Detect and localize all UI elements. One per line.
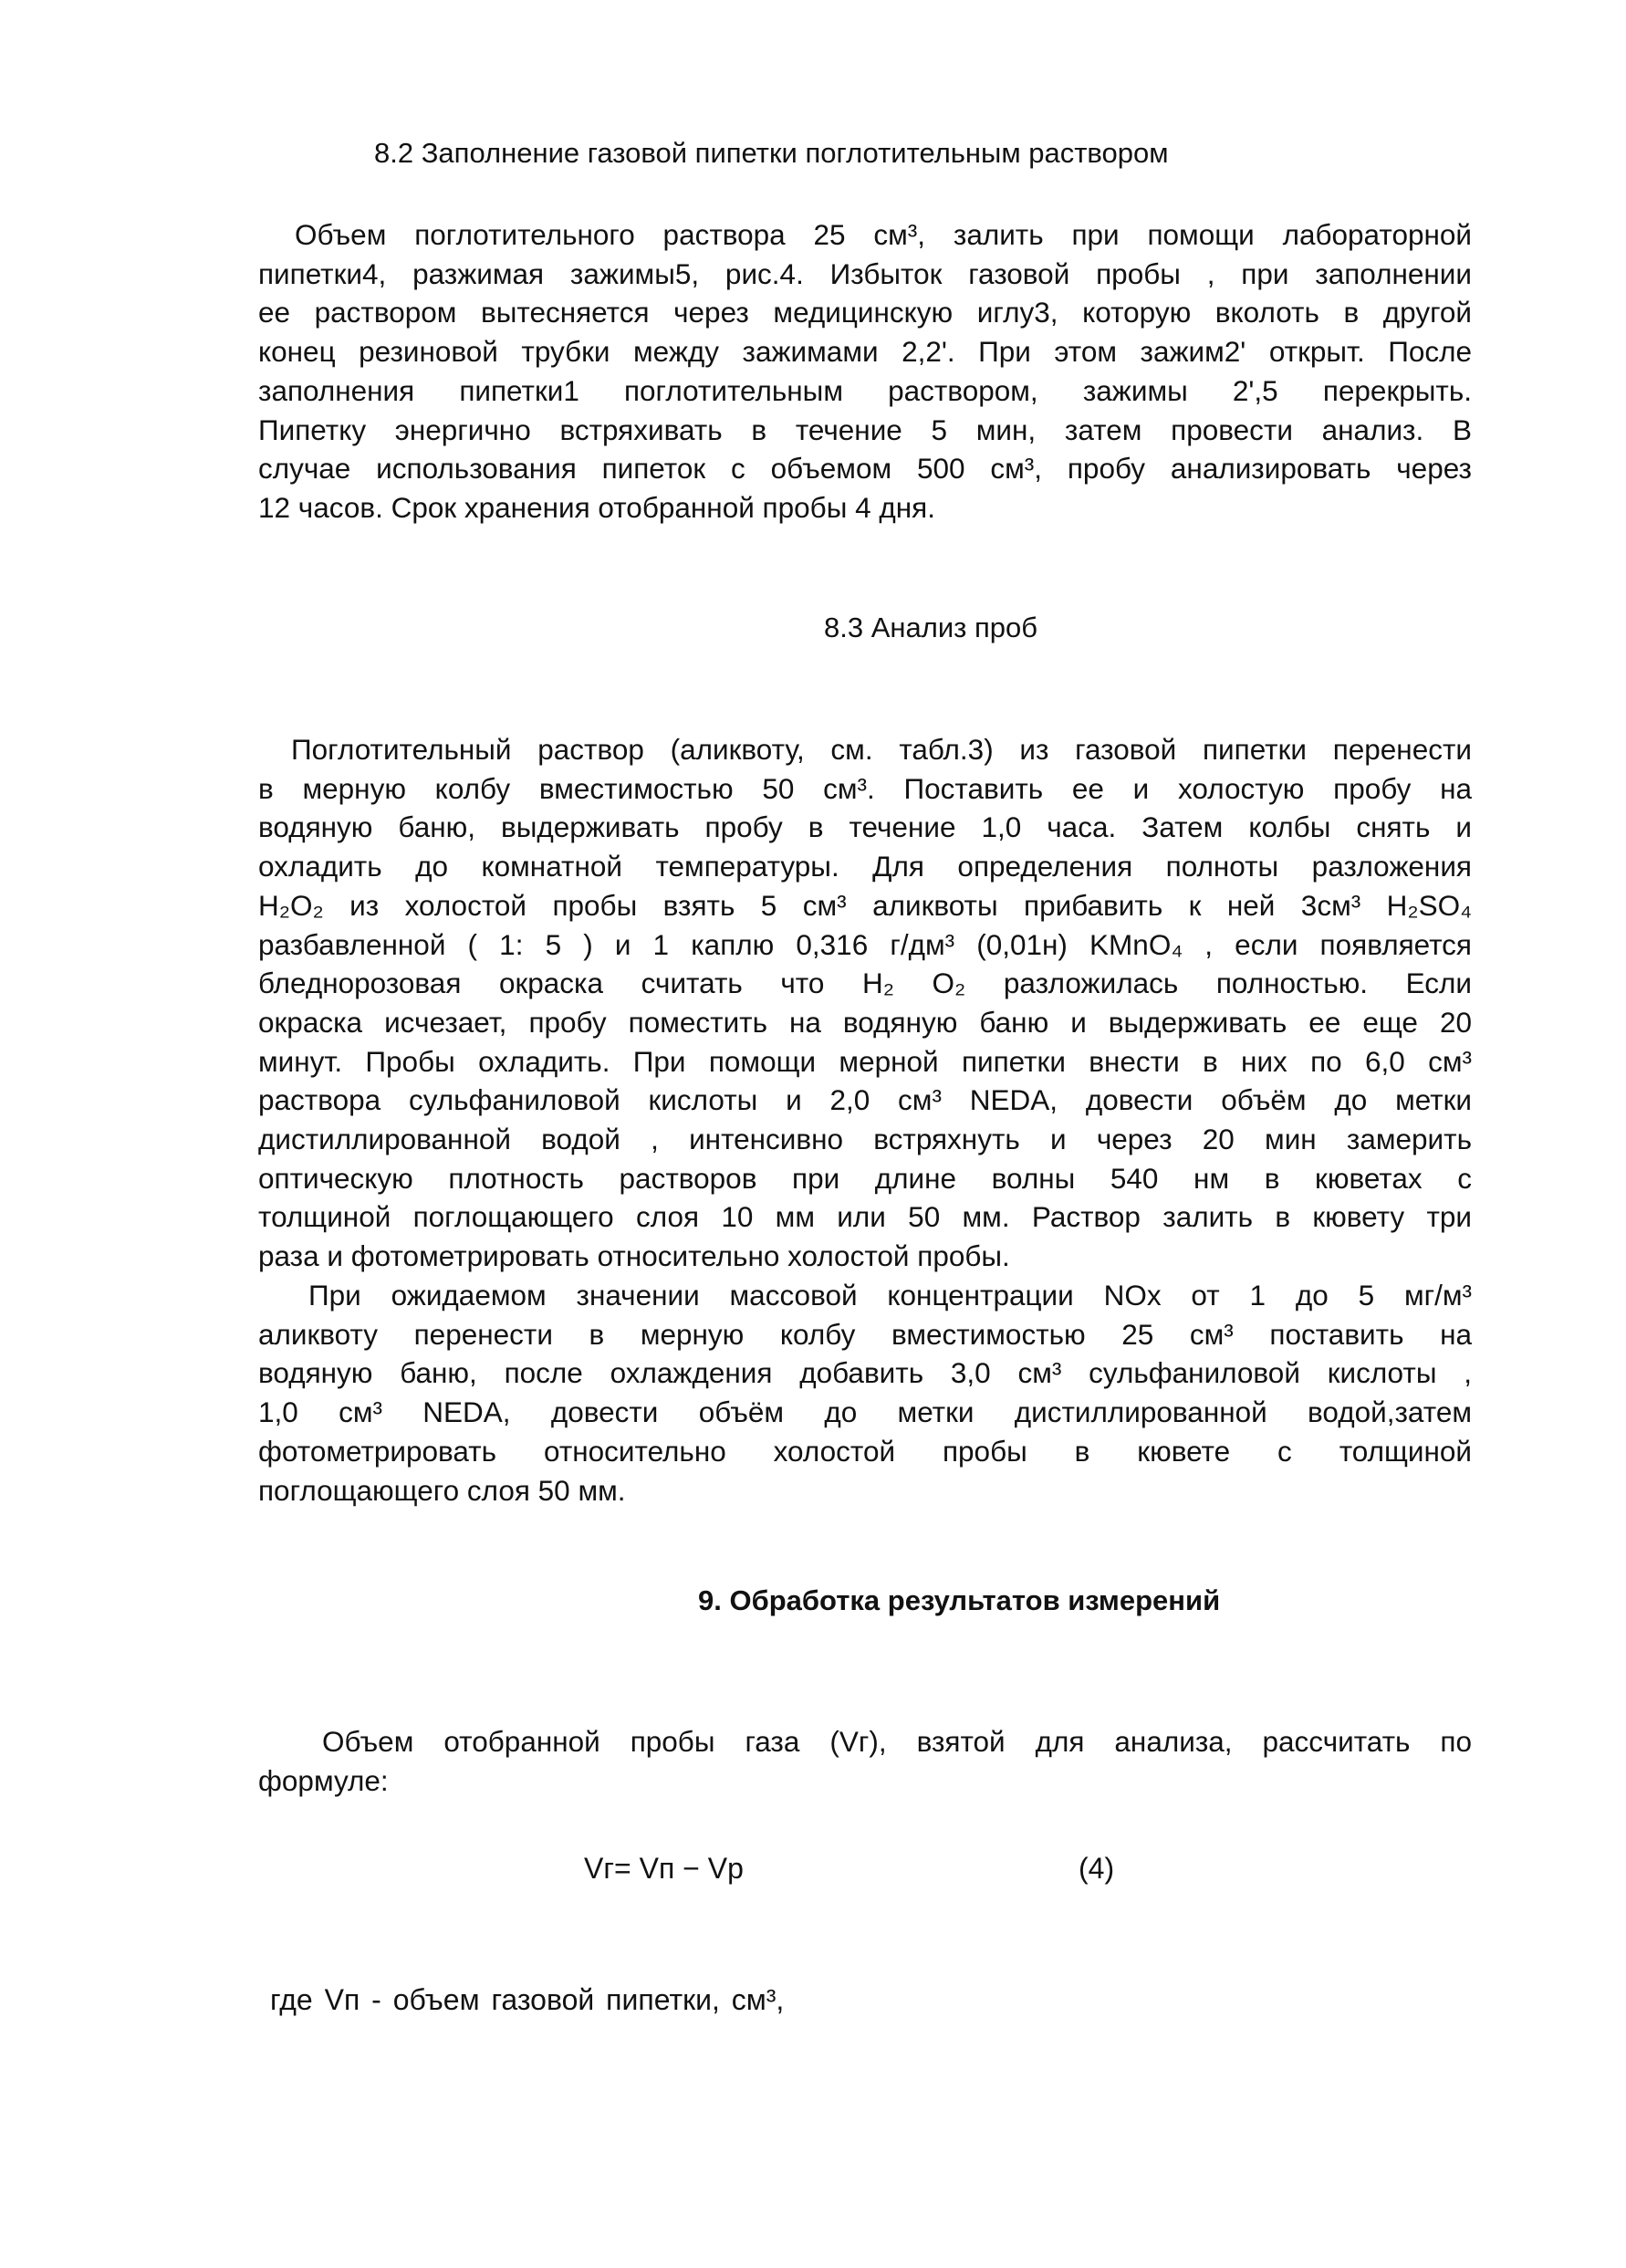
paragraph-line: толщиной поглощающего слоя 10 мм или 50 мм. Раствор залить в кювету три (258, 1200, 1472, 1234)
section-8-3-paragraph-2 (258, 1276, 1472, 1510)
section-9-intro (258, 1722, 1472, 1800)
paragraph-line: окраска исчезает, пробу поместить на водяную баню и выдерживать ее еще 20 (258, 1005, 1472, 1039)
paragraph-line: конец резиновой трубки между зажимами 2,2'. При этом зажим2' открыт. После (258, 335, 1472, 369)
paragraph-line: охладить до комнатной температуры. Для определения полноты разложения (258, 850, 1472, 883)
paragraph-line: разбавленной ( 1: 5 ) и 1 каплю 0,316 г/дм³ (0,01н) KMnO₄ , если появляется (258, 927, 1472, 961)
where-definition: где Vп - объем газовой пипетки, см³, (270, 1983, 785, 2016)
paragraph-line: поглощающего слоя 50 мм. (258, 1473, 626, 1507)
section-9-title: 9. Обработка результатов измерений (698, 1584, 1221, 1616)
paragraph-line: раза и фотометрировать относительно холостой пробы. (258, 1239, 1010, 1273)
paragraph-line: Объем поглотительного раствора 25 см³, залить при помощи лабораторной (295, 218, 1472, 251)
paragraph-line: 12 часов. Срок хранения отобранной пробы 4 дня. (258, 490, 935, 524)
section-8-2-paragraph (258, 215, 1472, 528)
paragraph-line: в мерную колбу вместимостью 50 см³. Поставить ее и холостую пробу на (258, 771, 1472, 805)
section-8-2-title: 8.2 Заполнение газовой пипетки поглотительным раствором (374, 137, 1169, 169)
paragraph-line: 1,0 см³ NEDA, довести объём до метки дистиллированной водой,затем (258, 1395, 1472, 1429)
paragraph-line: минут. Пробы охладить. При помощи мерной пипетки внести в них по 6,0 см³ (258, 1044, 1472, 1078)
paragraph-line: пипетки4, разжимая зажимы5, рис.4. Избыток газовой пробы , при заполнении (258, 256, 1472, 290)
paragraph-line: раствора сульфаниловой кислоты и 2,0 см³ NEDA, довести объём до метки (258, 1083, 1472, 1117)
paragraph-line: дистиллированной водой , интенсивно встряхнуть и через 20 мин замерить (258, 1123, 1472, 1156)
paragraph-line: случае использования пипеток с объемом 500 см³, пробу анализировать через (258, 452, 1472, 486)
paragraph-line: При ожидаемом значении массовой концентрации NOx от 1 до 5 мг/м³ (308, 1279, 1472, 1312)
paragraph-line: Поглотительный раствор (аликвоту, см. табл.3) из газовой пипетки перенести (291, 733, 1472, 766)
paragraph-line: бледнорозовая окраска считать что H₂ O₂ разложилась полностью. Если (258, 967, 1472, 1000)
paragraph-line: Объем отобранной пробы газа (Vг), взятой для анализа, рассчитать по (322, 1725, 1472, 1758)
formula-number: (4) (1079, 1852, 1115, 1885)
paragraph-line: оптическую плотность растворов при длине волны 540 нм в кюветах с (258, 1161, 1472, 1195)
formula: Vг= Vп − Vр (584, 1852, 744, 1885)
paragraph-line: формуле: (258, 1763, 389, 1797)
paragraph-line: аликвоту перенести в мерную колбу вместимостью 25 см³ поставить на (258, 1317, 1472, 1351)
paragraph-line: заполнения пипетки1 поглотительным раствором, зажимы 2',5 перекрыть. (258, 373, 1472, 407)
paragraph-line: Пипетку энергично встряхивать в течение 5 мин, затем провести анализ. В (258, 413, 1472, 446)
paragraph-line: фотометрировать относительно холостой пробы в кювете с толщиной (258, 1434, 1472, 1468)
section-8-3-title: 8.3 Анализ проб (824, 611, 1037, 643)
paragraph-line: H₂O₂ из холостой пробы взять 5 см³ аликвоты прибавить к ней 3см³ H₂SO₄ (258, 888, 1472, 922)
paragraph-line: водяную баню, выдерживать пробу в течение 1,0 часа. Затем колбы снять и (258, 810, 1472, 844)
paragraph-line: водяную баню, после охлаждения добавить 3,0 см³ сульфаниловой кислоты , (258, 1356, 1472, 1390)
section-8-3-paragraph-1 (258, 730, 1472, 1276)
paragraph-line: ее раствором вытесняется через медицинскую иглу3, которую вколоть в другой (258, 296, 1472, 329)
